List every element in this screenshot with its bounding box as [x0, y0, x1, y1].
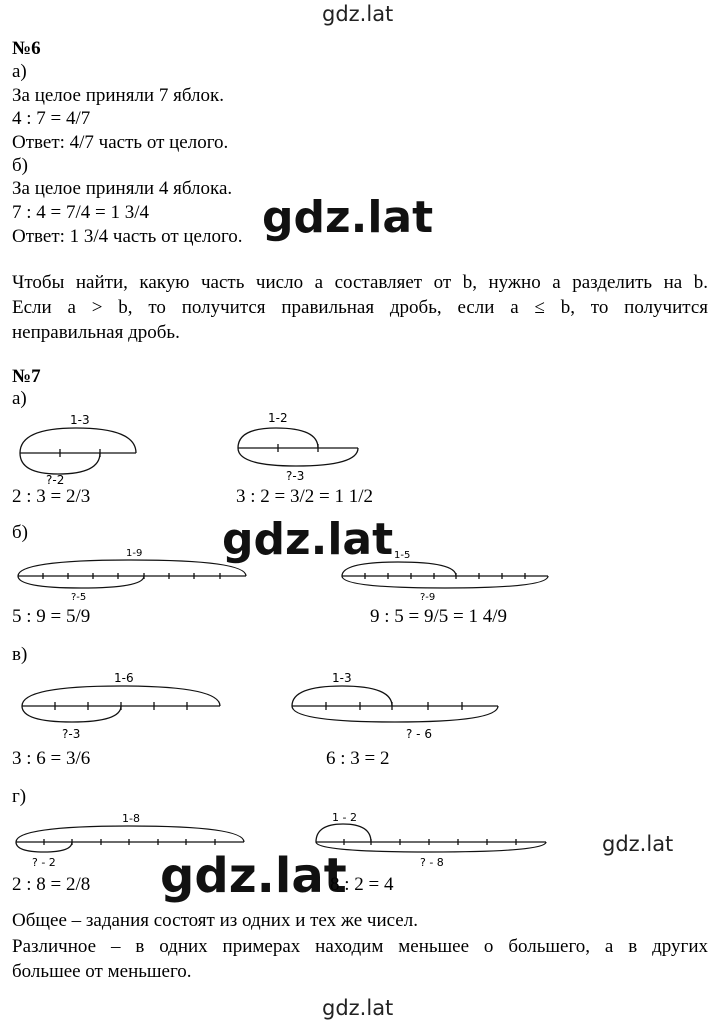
arc-top — [342, 562, 456, 576]
label-bottom: ?-5 — [71, 592, 87, 603]
diagram-a-left — [18, 408, 148, 488]
task6-a-answer: Ответ: 4/7 часть от целого. — [12, 132, 229, 153]
task6-b-line2: 7 : 4 = 7/4 = 1 3/4 — [12, 202, 150, 223]
label-top: 1-8 — [122, 812, 140, 825]
diagram-v-right — [290, 670, 510, 748]
label-top: 1-6 — [114, 671, 134, 685]
label-bottom: ?-3 — [62, 727, 81, 741]
task7-a-label: а) — [12, 388, 27, 409]
diagram-a-right — [236, 408, 366, 488]
label-bottom: ? - 6 — [406, 727, 432, 741]
task6-rule-line2: Если a > b, то получится правильная дробь, если a ≤ b, то получится — [12, 297, 708, 318]
arc-top — [20, 428, 136, 453]
task7-different-line2: большее от меньшего. — [12, 961, 192, 982]
task6-rule-line3: неправильная дробь. — [12, 322, 180, 343]
task7-v-right-eq: 6 : 3 = 2 — [326, 748, 390, 769]
task6-rule-line1: Чтобы найти, какую часть число a составляет от b, нужно a разделить на b. — [12, 272, 708, 293]
arc-bottom — [22, 706, 121, 722]
task7-v-label: в) — [12, 644, 28, 665]
task7-v-left-eq: 3 : 6 = 3/6 — [12, 748, 91, 769]
label-bottom: ? - 2 — [32, 856, 56, 869]
diagram-v-left — [20, 670, 230, 748]
watermark-footer: gdz.lat — [322, 996, 394, 1020]
task7-g-left-eq: 2 : 8 = 2/8 — [12, 874, 91, 895]
arc-bottom — [292, 706, 498, 722]
label-top: 1-2 — [268, 411, 288, 425]
task6-heading: №6 — [12, 38, 41, 59]
arc-bottom — [18, 576, 144, 588]
label-top: 1-3 — [332, 671, 352, 685]
arc-bottom — [238, 448, 358, 466]
label-top: 1 - 2 — [332, 811, 357, 824]
task6-a-line1: За целое приняли 7 яблок. — [12, 85, 224, 106]
task7-a-right-eq: 3 : 2 = 3/2 = 1 1/2 — [236, 486, 374, 507]
label-bottom: ?-2 — [46, 473, 65, 487]
label-top: 1-5 — [394, 550, 411, 561]
watermark-bottom-big: gdz.lat — [160, 848, 347, 904]
task7-b-right-eq: 9 : 5 = 9/5 = 1 4/9 — [370, 606, 508, 627]
watermark-right: gdz.lat — [602, 832, 674, 856]
task6-b-line1: За целое приняли 4 яблока. — [12, 178, 233, 199]
task7-common: Общее – задания состоят из одних и тех же чисел. — [12, 910, 418, 931]
task7-different-line1: Различное – в одних примерах находим меньшее о большего, а в других — [12, 936, 708, 957]
task7-different — [12, 934, 708, 984]
arc-bottom — [342, 576, 548, 588]
arc-top — [18, 560, 246, 576]
task7-b-left-eq: 5 : 9 = 5/9 — [12, 606, 91, 627]
label-bottom: ?-9 — [420, 592, 436, 603]
label-bottom: ? - 8 — [420, 856, 444, 869]
label-bottom: ?-3 — [286, 469, 305, 483]
task6-a-line2: 4 : 7 = 4/7 — [12, 108, 91, 129]
task7-g-right-eq: 8 : 2 = 4 — [330, 874, 394, 895]
task7-heading: №7 — [12, 366, 41, 387]
task6-rule — [12, 270, 708, 345]
watermark-top: gdz.lat — [322, 2, 394, 26]
diagram-g-right — [314, 812, 554, 872]
task6-b-label: б) — [12, 155, 28, 176]
watermark-mid2: gdz.lat — [222, 514, 394, 565]
watermark-mid1: gdz.lat — [262, 192, 434, 243]
task6-a-label: а) — [12, 61, 27, 82]
arc-top — [16, 826, 244, 842]
diagram-g-left — [14, 812, 254, 872]
diagram-b-right — [340, 546, 560, 606]
task7-g-label: г) — [12, 786, 27, 807]
label-top: 1-9 — [126, 548, 143, 559]
label-top: 1-3 — [70, 413, 90, 427]
diagram-b-left — [16, 546, 256, 606]
arc-bottom — [316, 842, 546, 852]
task7-a-left-eq: 2 : 3 = 2/3 — [12, 486, 91, 507]
task6-b-answer: Ответ: 1 3/4 часть от целого. — [12, 226, 243, 247]
task7-b-label: б) — [12, 522, 28, 543]
arc-top — [292, 686, 392, 706]
